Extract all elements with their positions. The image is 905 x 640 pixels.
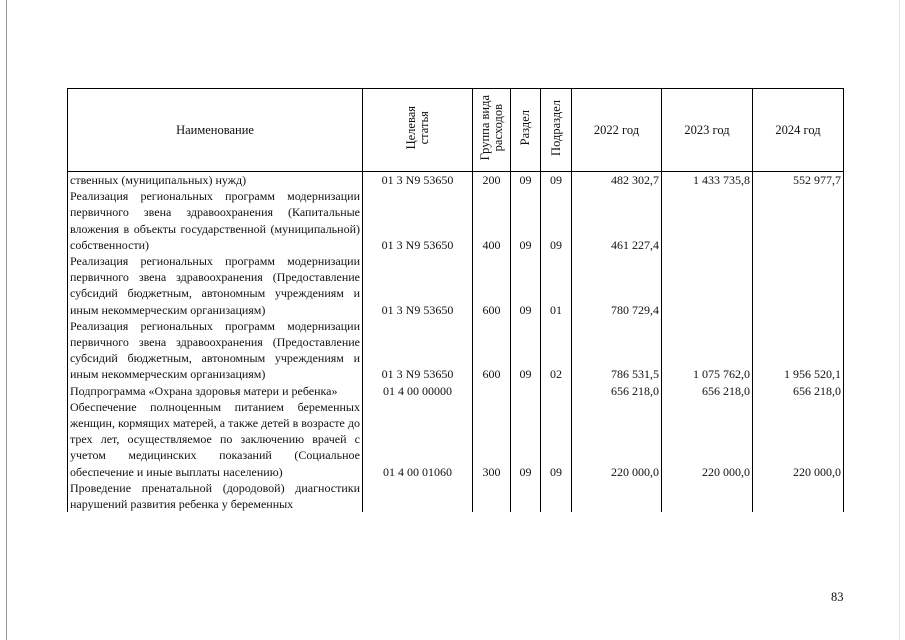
row-expense-group: 600 [473,253,511,318]
row-subsection: 09 [541,172,572,189]
row-name: Реализация региональных программ модернизации первичного звена здравоохранения (Предоставление субсидий бюджетным, автономным учреждениям и иным некоммерческим организациям) [68,318,363,383]
header-year-2024: 2024 год [753,89,844,172]
row-value-2024 [753,253,844,318]
row-subsection: 02 [541,318,572,383]
row-section: 09 [511,172,541,189]
row-subsection [541,383,572,399]
row-section [511,383,541,399]
row-value-2023: 656 218,0 [662,383,753,399]
row-value-2022: 220 000,0 [572,399,662,480]
row-expense-group: 600 [473,318,511,383]
row-value-2023 [662,253,753,318]
row-target-article: 01 4 00 01060 [363,399,473,480]
row-section: 09 [511,253,541,318]
row-section [511,480,541,512]
row-name: Реализация региональных программ модернизации первичного звена здравоохранения (Предоставление субсидий бюджетным, автономным учреждениям и иным некоммерческим организациям) [68,253,363,318]
row-value-2024 [753,480,844,512]
row-section: 09 [511,318,541,383]
table-row [68,383,844,399]
header-target-article: Целевая статья [363,89,473,172]
row-expense-group [473,480,511,512]
row-expense-group [473,383,511,399]
header-section: Раздел [511,89,541,172]
row-value-2022 [572,480,662,512]
row-value-2024: 1 956 520,1 [753,318,844,383]
table-header-row [68,89,844,172]
row-expense-group: 200 [473,172,511,189]
row-subsection: 09 [541,188,572,253]
row-value-2022: 786 531,5 [572,318,662,383]
row-value-2024 [753,188,844,253]
row-subsection: 09 [541,399,572,480]
budget-table [67,88,844,512]
row-name: Подпрограмма «Охрана здоровья матери и ребенка» [68,383,363,399]
row-target-article: 01 3 N9 53650 [363,253,473,318]
row-section: 09 [511,188,541,253]
row-name: ственных (муниципальных) нужд) [68,172,363,189]
scan-right-edge [899,0,900,640]
row-name: Реализация региональных программ модернизации первичного звена здравоохранения (Капитальные вложения в объекты государственной (муниципальной) собственности) [68,188,363,253]
row-value-2023 [662,480,753,512]
table-row [68,480,844,512]
table-row [68,172,844,189]
row-target-article: 01 3 N9 53650 [363,318,473,383]
page-number: 83 [831,590,844,604]
row-target-article: 01 3 N9 53650 [363,172,473,189]
header-year-2022: 2022 год [572,89,662,172]
row-expense-group: 400 [473,188,511,253]
row-value-2024: 656 218,0 [753,383,844,399]
row-value-2024: 220 000,0 [753,399,844,480]
table-row [68,318,844,383]
row-name: Обеспечение полноценным питанием беременных женщин, кормящих матерей, а также детей в возрасте до трех лет, осуществляемое по заключению врачей с учетом медицинских показаний (Социальное обеспечение и иные выплаты населению) [68,399,363,480]
row-subsection [541,480,572,512]
row-section: 09 [511,399,541,480]
row-value-2023 [662,188,753,253]
row-value-2022: 780 729,4 [572,253,662,318]
table-row [68,253,844,318]
row-value-2023: 1 433 735,8 [662,172,753,189]
row-name: Проведение пренатальной (дородовой) диагностики нарушений развития ребенка у беременных [68,480,363,512]
header-subsection: Подраздел [541,89,572,172]
row-value-2024: 552 977,7 [753,172,844,189]
header-name: Наименование [68,89,363,172]
header-year-2023: 2023 год [662,89,753,172]
row-value-2023: 1 075 762,0 [662,318,753,383]
scan-left-edge [6,0,7,640]
row-target-article: 01 3 N9 53650 [363,188,473,253]
header-expense-group: Группа вида расходов [473,89,511,172]
row-expense-group: 300 [473,399,511,480]
row-target-article [363,480,473,512]
table-row [68,399,844,480]
row-value-2022: 461 227,4 [572,188,662,253]
row-value-2022: 656 218,0 [572,383,662,399]
row-value-2023: 220 000,0 [662,399,753,480]
row-target-article: 01 4 00 00000 [363,383,473,399]
row-value-2022: 482 302,7 [572,172,662,189]
table-row [68,188,844,253]
row-subsection: 01 [541,253,572,318]
